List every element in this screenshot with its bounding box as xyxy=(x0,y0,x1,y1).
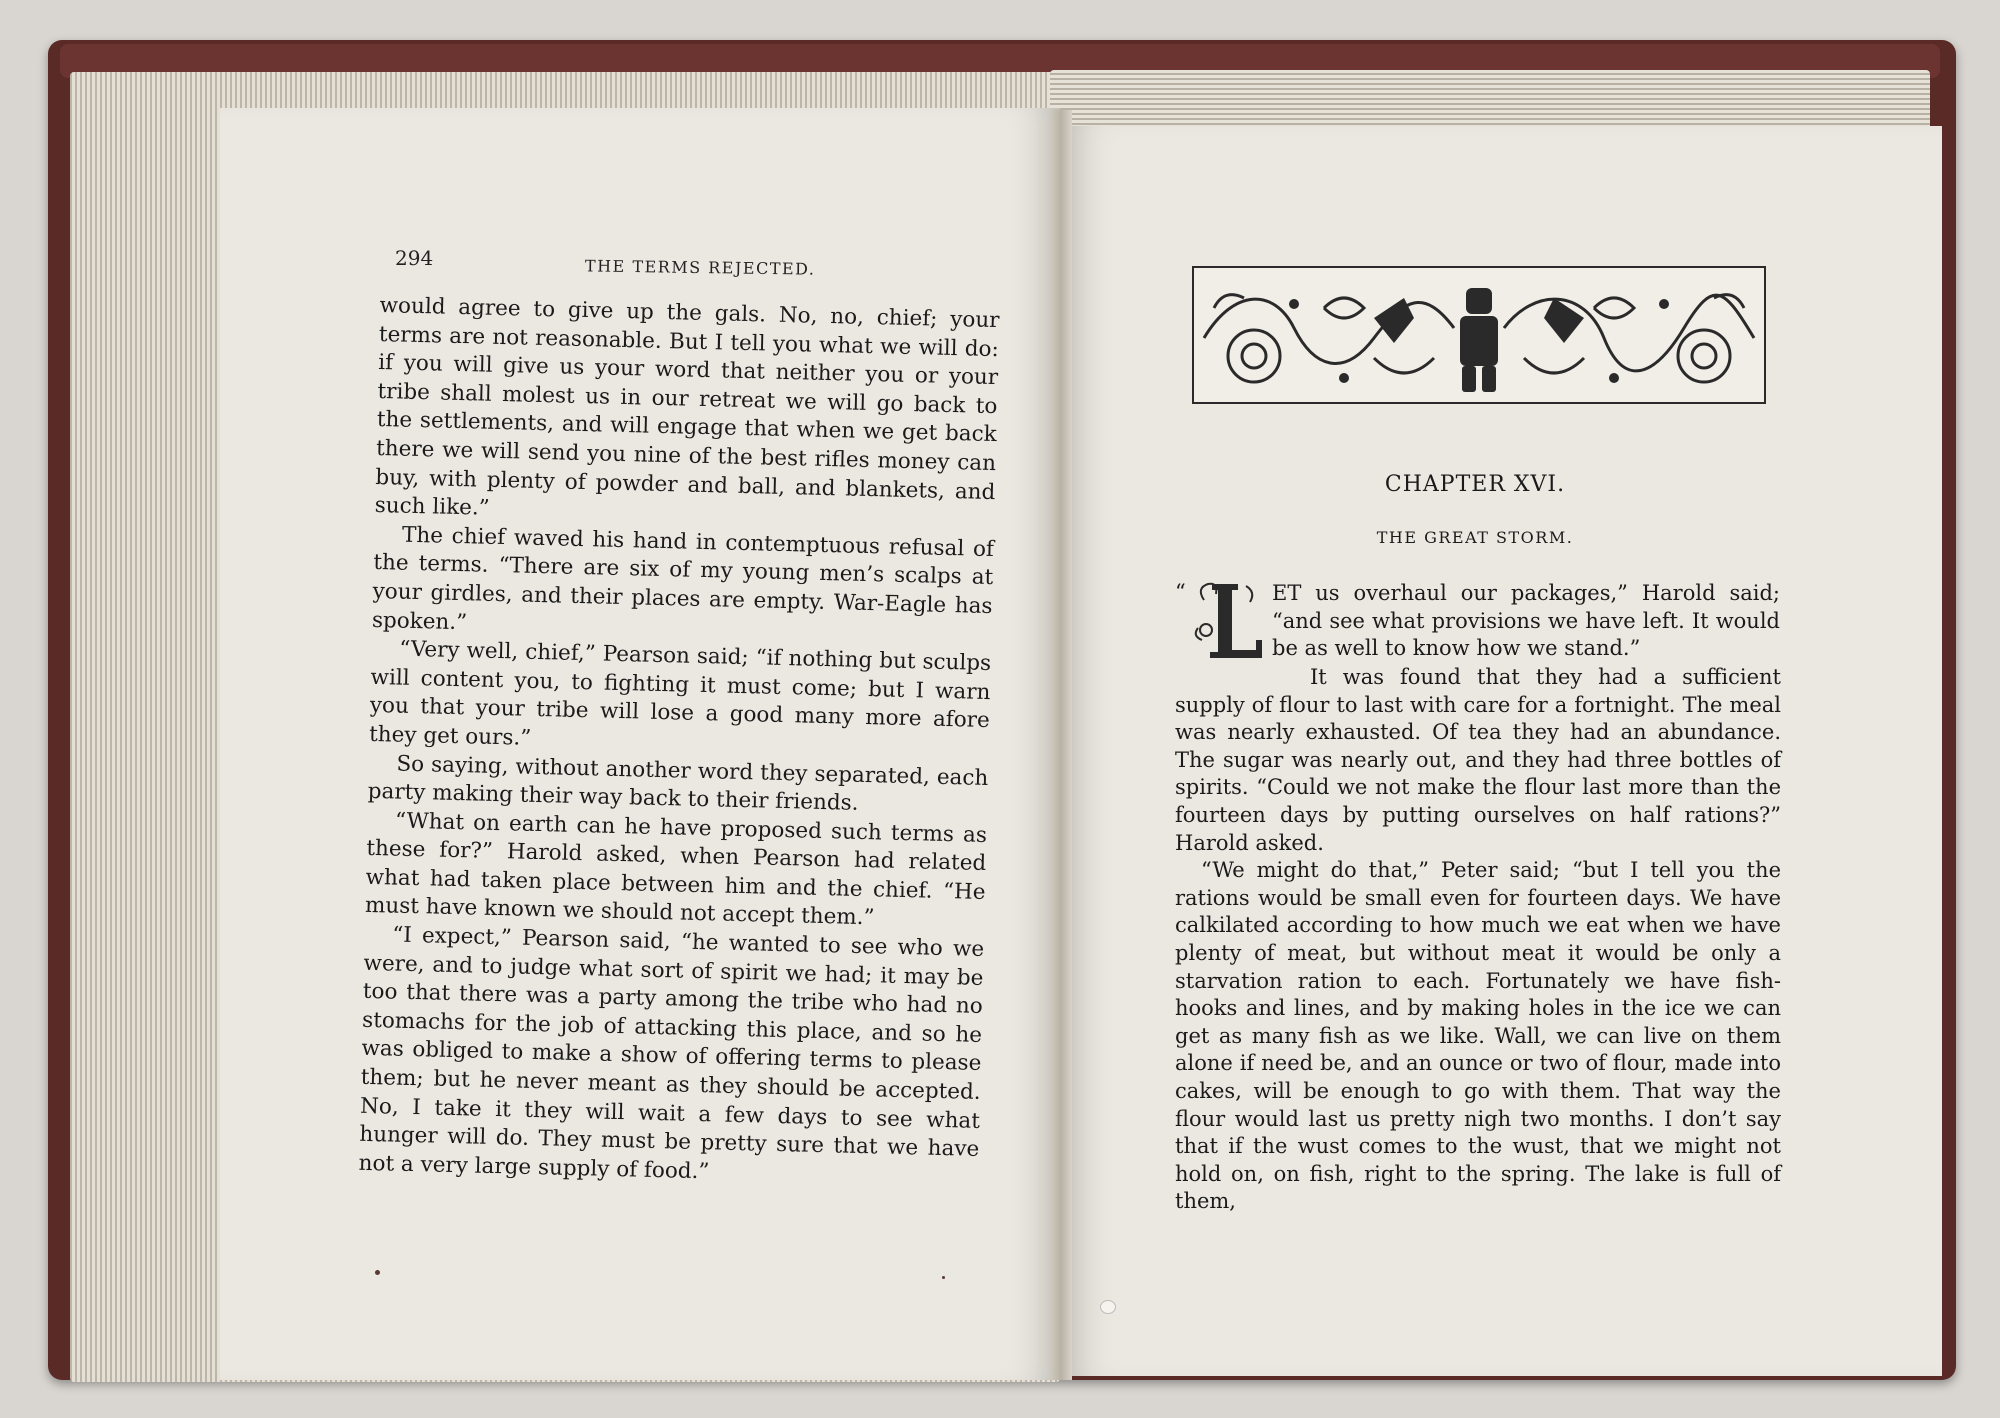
opening-lines: ET us overhaul our packages,” Harold said; “and see what provisions we have left. It would be as well to know how we stand.” xyxy=(1272,581,1780,661)
left-page-text xyxy=(358,292,999,1193)
opening-quote: “ xyxy=(1175,580,1186,604)
paper-speck xyxy=(942,1276,945,1279)
running-title: THE TERMS REJECTED. xyxy=(584,256,816,279)
chapter-title: CHAPTER XVI. xyxy=(1384,472,1566,497)
paper-blemish xyxy=(1100,1300,1116,1314)
page-number: 294 xyxy=(395,246,434,270)
drop-cap-letter-shape xyxy=(1210,584,1262,658)
paragraph: “We might do that,” Peter said; “but I tell you the rations would be small even for fourteen days. We have calkilated according to how much we eat when we have plenty of meat, but without meat it would be only a starvation ration to each. Fortunately we have fish-hooks and lines, and by making holes in the ice we can get as many fish as we like. Wall, we can live on them alone if need be, and an ounce or two of flour, made into cakes, will be enough to go with them. That way the flour would last us pretty nigh two months. I don’t say that if the wust comes to the wust, that we might not hold on, on fish, right to the spring. The lake is full of them, xyxy=(1175,858,1781,1214)
right-page-text xyxy=(1175,664,1781,1216)
chapter-subtitle: THE GREAT STORM. xyxy=(1376,528,1574,547)
paragraph: The chief waved his hand in contemptuous refusal of the terms. “There are six of my young men’s scalps at your girdles, and their places are empty. War-Eagle has spoken.” xyxy=(371,522,995,635)
paragraph: It was found that they had a sufficient supply of flour to last with care for a fortnight. The meal was nearly exhausted. Of tea they had an abundance. The sugar was nearly out, and they had three bottles of spirits. “Could we not make the flour last more than the fourteen days by putting ourselves on half rations?” Harold asked. xyxy=(1175,665,1781,855)
drop-cap xyxy=(1190,578,1264,664)
paragraph: would agree to give up the gals. No, no, chief; your terms are not reasonable. But I tell you what we will do: if you will give us your word that neither you or your tribe shall molest us in our retreat we will go back to the settlements, and will engage that when we get back there we will send you nine of the best rifles money can buy, with plenty of powder and ball, and blankets, and such like.” xyxy=(374,292,1000,521)
chapter-header-ornament xyxy=(1192,266,1766,404)
paragraph: “I expect,” Pearson said, “he wanted to see who we were, and to judge what sort of spirit we had; it may be too that there was a party among the tribe who had no stomachs for the job of attacking this place, and so he was obliged to make a show of offering terms to please them; but he never meant as they should be accepted. No, I take it they will wait a few days to see what hunger will do. They must be pretty sure that we have not a very large supply of food.” xyxy=(358,922,985,1185)
book-gutter xyxy=(1050,110,1072,1380)
paper-speck xyxy=(375,1270,380,1275)
paragraph: “Very well, chief,” Pearson said; “if nothing but sculps will content you, to fighting it must come; but I warn you that your tribe will lose a good many more afore they get ours.” xyxy=(368,636,992,751)
paragraph: “What on earth can he have proposed such terms as these for?” Harold asked, when Pearson had related what had taken place between him and the chief. “He must have known we should not accept them.” xyxy=(364,808,988,931)
paragraph: So saying, without another word they separated, each party making their way back to their friends. xyxy=(367,751,989,816)
